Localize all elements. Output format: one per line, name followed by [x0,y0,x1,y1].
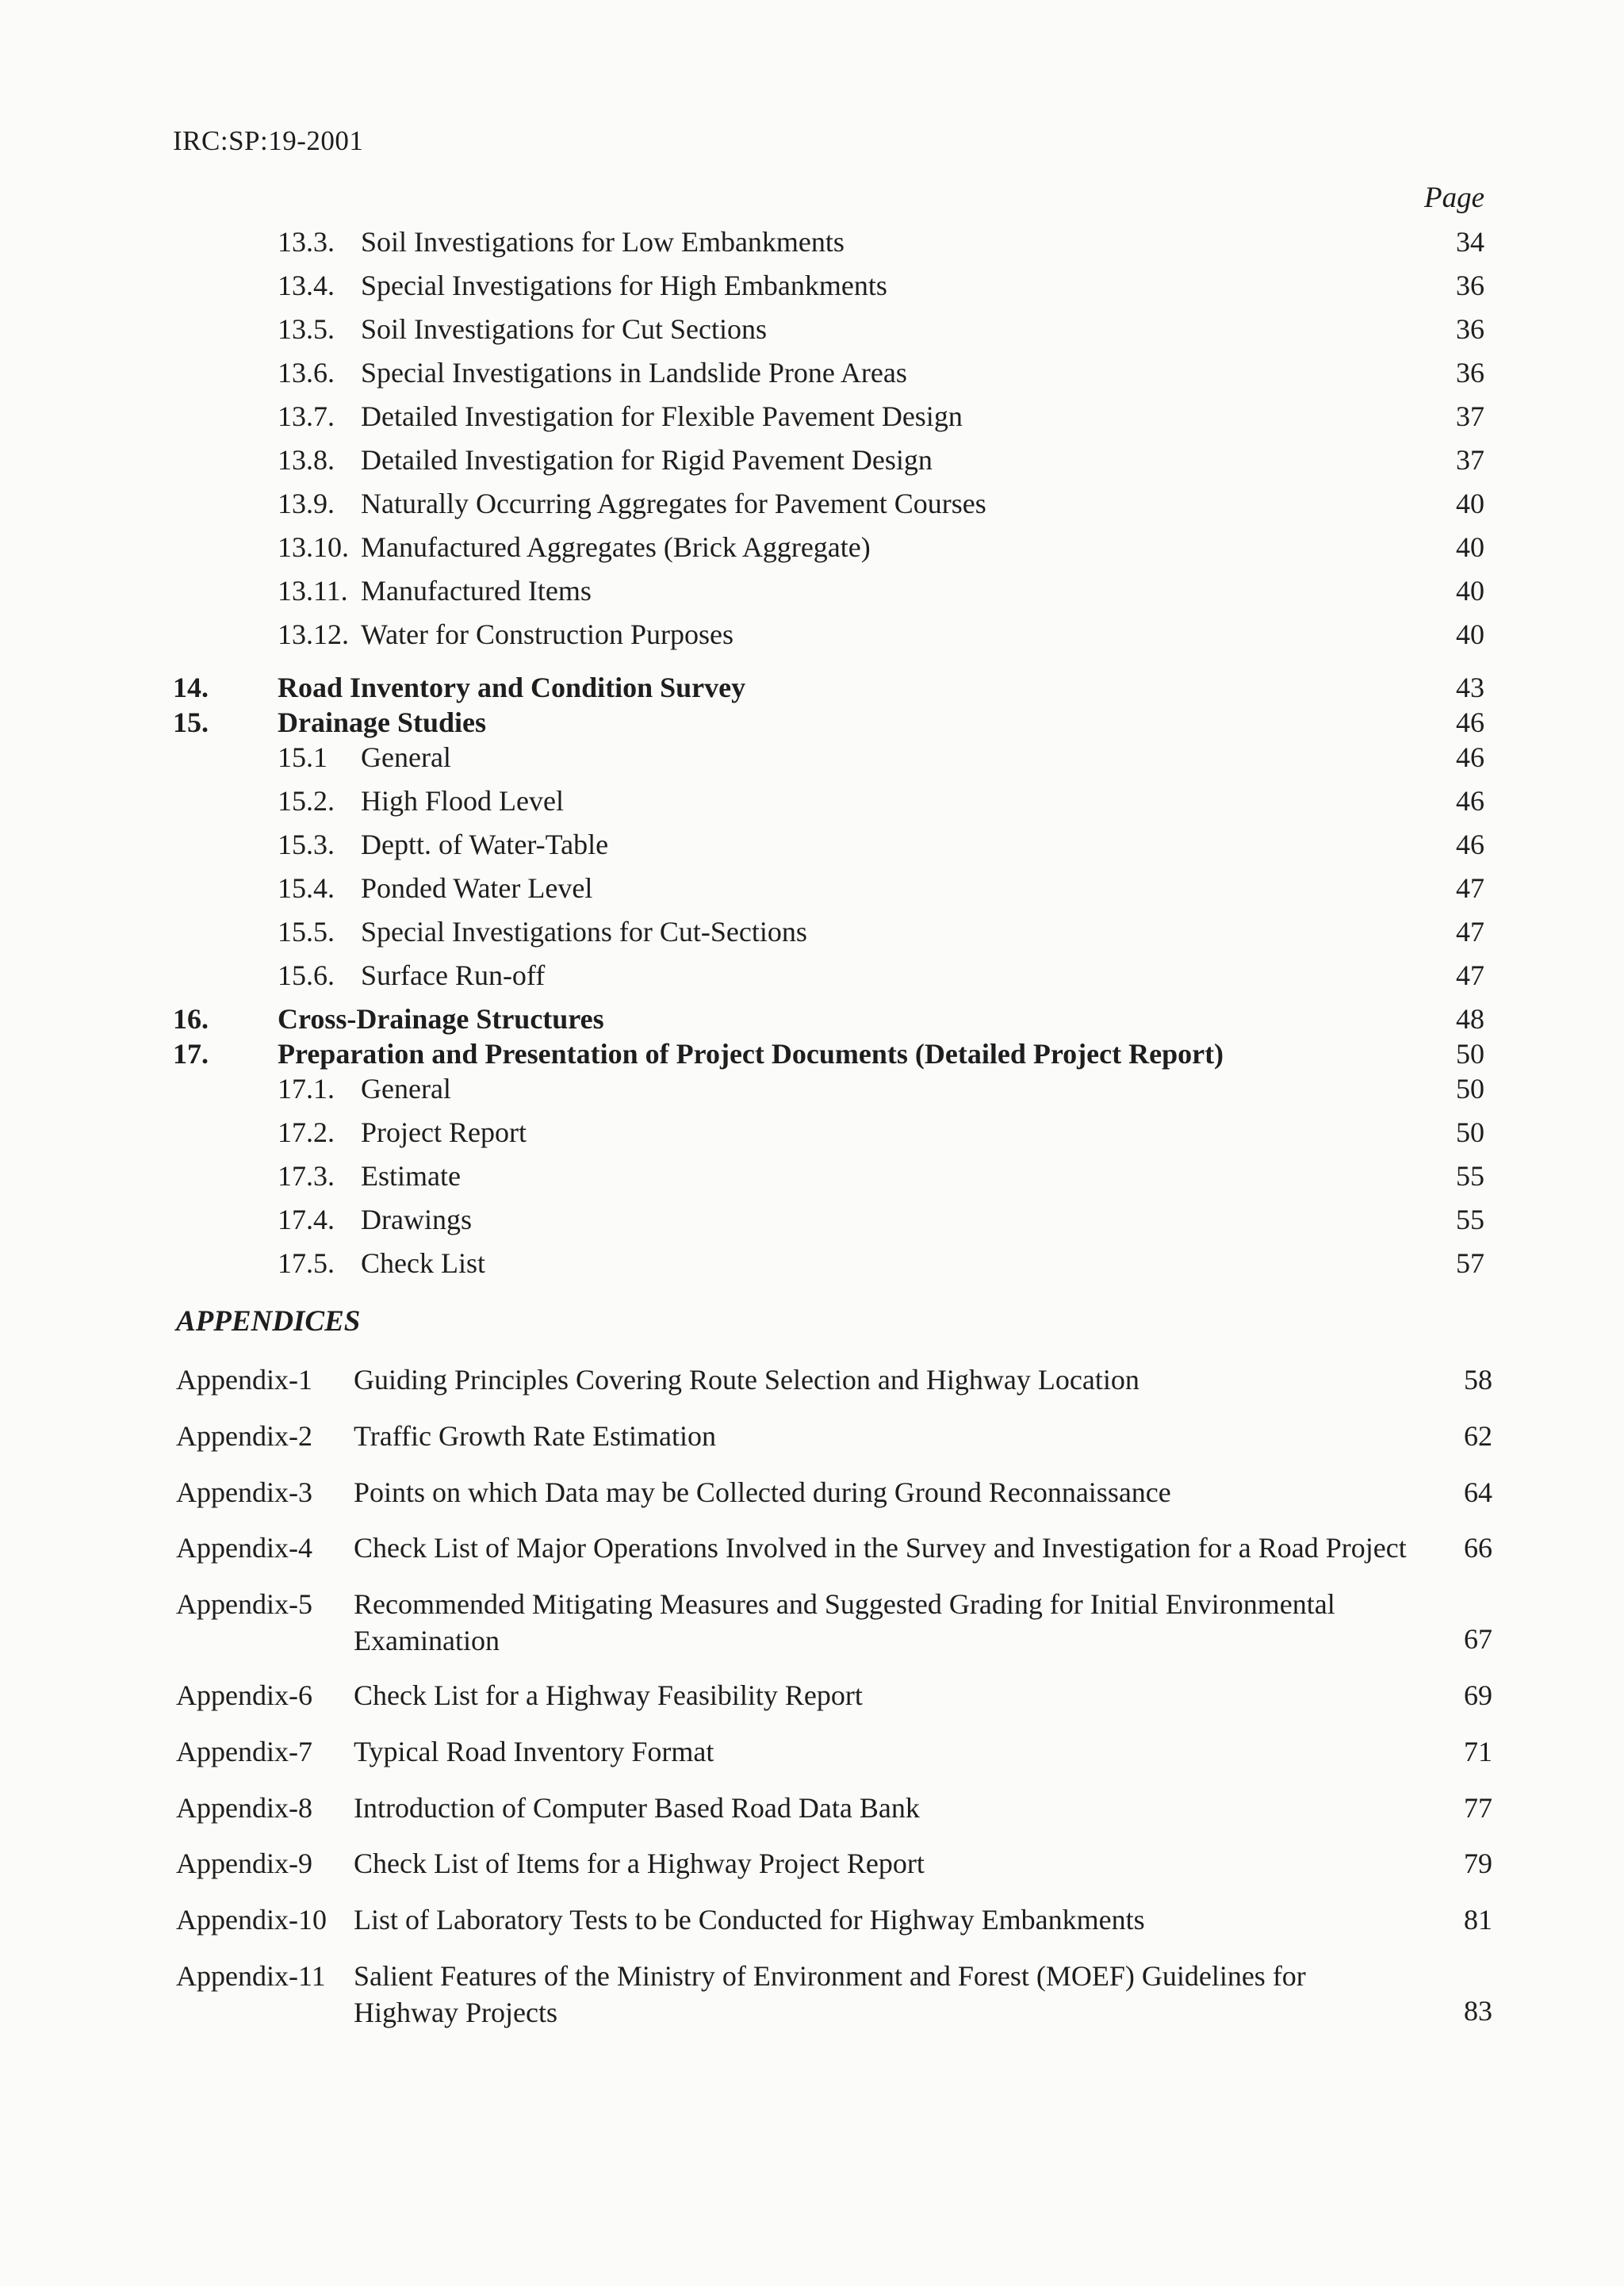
toc-entry[interactable] [0,957,1484,994]
toc-entry[interactable] [0,442,1484,478]
appendix-page: 81 [1464,1904,1492,1936]
toc-main-entry[interactable] [0,704,1484,741]
toc-entry[interactable] [0,572,1484,609]
entry-number: 15.5. [278,916,335,948]
toc-entry[interactable] [0,398,1484,435]
document-header: IRC:SP:19-2001 [173,125,364,156]
toc-entry[interactable] [0,1245,1484,1281]
entry-title: Special Investigations for High Embankments [361,270,887,301]
toc-entry[interactable] [0,267,1484,304]
appendix-title: Check List for a Highway Feasibility Report [354,1679,863,1711]
entry-number: 17.2. [278,1116,335,1148]
appendix-title: Salient Features of the Ministry of Environment and Forest (MOEF) Guidelines for Highway Projects [354,1960,1306,2028]
entry-number: 13.12. [278,618,349,650]
entry-number: 13.8. [278,444,335,476]
appendix-title: Introduction of Computer Based Road Data Bank [354,1792,920,1824]
appendix-title: List of Laboratory Tests to be Conducted for Highway Embankments [354,1904,1145,1936]
entry-title: Drainage Studies [278,706,487,738]
entry-title: Preparation and Presentation of Project Documents (Detailed Project Report) [278,1038,1224,1070]
entry-page: 46 [1456,829,1484,860]
appendix-page: 79 [1464,1848,1492,1879]
entry-page: 48 [1456,1003,1484,1035]
entry-title: Manufactured Aggregates (Brick Aggregate) [361,531,871,563]
appendix-entry[interactable] [176,1474,1492,1511]
toc-entry[interactable] [0,529,1484,565]
appendix-label: Appendix-11 [176,1960,326,1992]
appendix-entry[interactable] [176,1677,1492,1714]
entry-number: 17.1. [278,1073,335,1105]
entry-page: 47 [1456,916,1484,948]
entry-title: Project Report [361,1116,527,1148]
entry-title: Deptt. of Water-Table [361,829,609,860]
entry-page: 36 [1456,270,1484,301]
appendix-page: 58 [1464,1364,1492,1396]
appendix-page: 69 [1464,1679,1492,1711]
appendix-entry[interactable] [176,1901,1492,1938]
entry-number: 13.11. [278,575,348,607]
toc-entry[interactable] [0,870,1484,906]
appendix-entry[interactable] [176,1790,1492,1826]
appendix-title: Guiding Principles Covering Route Selection and Highway Location [354,1364,1139,1396]
toc-entry[interactable] [0,485,1484,522]
appendix-title: Recommended Mitigating Measures and Suggested Grading for Initial Environmental Examination [354,1588,1335,1656]
entry-page: 46 [1456,785,1484,817]
entry-title: Soil Investigations for Low Embankments [361,226,845,258]
entry-page: 37 [1456,444,1484,476]
page-column-label: Page [1424,182,1485,214]
appendix-entry[interactable] [176,1361,1492,1398]
toc-entry[interactable] [0,1070,1484,1107]
appendix-entry[interactable] [176,1733,1492,1770]
entry-number: 15. [173,706,209,738]
entry-title: Estimate [361,1160,461,1192]
toc-entry[interactable] [0,311,1484,347]
appendix-entry[interactable] [176,1418,1492,1454]
toc-main-entry[interactable] [0,1001,1484,1037]
toc-entry[interactable] [0,224,1484,260]
entry-page: 37 [1456,400,1484,432]
toc-entry[interactable] [0,354,1484,391]
appendix-entry[interactable] [176,1845,1492,1882]
entry-title: Road Inventory and Condition Survey [278,672,746,703]
appendix-title: Traffic Growth Rate Estimation [354,1420,716,1452]
entry-title: General [361,741,451,773]
entry-page: 46 [1456,741,1484,773]
entry-number: 15.6. [278,959,335,991]
appendix-label: Appendix-5 [176,1588,312,1620]
entry-page: 55 [1456,1204,1484,1235]
appendix-label: Appendix-2 [176,1420,312,1452]
appendix-label: Appendix-3 [176,1476,312,1508]
appendix-label: Appendix-8 [176,1792,312,1824]
entry-page: 40 [1456,575,1484,607]
entry-page: 36 [1456,313,1484,345]
entry-title: Special Investigations in Landslide Prone Areas [361,357,907,389]
toc-entry[interactable] [0,783,1484,819]
entry-title: General [361,1073,451,1105]
appendix-page: 71 [1464,1736,1492,1767]
entry-number: 13.4. [278,270,335,301]
entry-page: 47 [1456,872,1484,904]
appendices-heading: APPENDICES [176,1305,361,1338]
appendix-page: 64 [1464,1476,1492,1508]
entry-number: 13.5. [278,313,335,345]
entry-page: 50 [1456,1116,1484,1148]
appendix-page: 83 [1464,1995,1492,2027]
entry-number: 13.9. [278,488,335,519]
entry-title: Detailed Investigation for Rigid Pavement Design [361,444,933,476]
appendix-title: Check List of Items for a Highway Project Report [354,1848,925,1879]
entry-number: 14. [173,672,209,703]
entry-number: 13.3. [278,226,335,258]
entry-number: 13.10. [278,531,349,563]
toc-entry[interactable] [0,913,1484,950]
entry-title: Detailed Investigation for Flexible Pavement Design [361,400,963,432]
entry-number: 15.3. [278,829,335,860]
appendix-label: Appendix-6 [176,1679,312,1711]
appendix-page: 66 [1464,1532,1492,1564]
appendix-entry[interactable] [176,1958,1492,2031]
entry-title: Cross-Drainage Structures [278,1003,604,1035]
entry-page: 47 [1456,959,1484,991]
entry-number: 17.5. [278,1247,335,1279]
entry-number: 16. [173,1003,209,1035]
entry-number: 13.6. [278,357,335,389]
appendix-label: Appendix-1 [176,1364,312,1396]
toc-entry[interactable] [0,826,1484,863]
appendix-entry[interactable] [176,1530,1492,1566]
entry-title: Special Investigations for Cut-Sections [361,916,807,948]
entry-page: 50 [1456,1038,1484,1070]
entry-title: Surface Run-off [361,959,546,991]
appendix-page: 77 [1464,1792,1492,1824]
toc-entry[interactable] [0,739,1484,775]
entry-number: 15.1 [278,741,327,773]
entry-page: 40 [1456,531,1484,563]
toc-main-entry[interactable] [0,669,1484,706]
toc-main-entry[interactable] [0,1036,1484,1072]
entry-number: 15.4. [278,872,335,904]
entry-page: 43 [1456,672,1484,703]
toc-entry[interactable] [0,616,1484,653]
entry-page: 57 [1456,1247,1484,1279]
entry-page: 55 [1456,1160,1484,1192]
toc-entry[interactable] [0,1114,1484,1151]
entry-title: Drawings [361,1204,472,1235]
entry-page: 46 [1456,706,1484,738]
entry-number: 17. [173,1038,209,1070]
appendix-title: Points on which Data may be Collected during Ground Reconnaissance [354,1476,1171,1508]
appendix-entry[interactable] [176,1586,1492,1659]
entry-title: Manufactured Items [361,575,592,607]
toc-entry[interactable] [0,1201,1484,1238]
appendix-label: Appendix-4 [176,1532,312,1564]
entry-page: 40 [1456,488,1484,519]
appendix-page: 67 [1464,1623,1492,1655]
appendix-title: Check List of Major Operations Involved in the Survey and Investigation for a Road Project [354,1532,1407,1564]
entry-title: Soil Investigations for Cut Sections [361,313,767,345]
entry-title: Ponded Water Level [361,872,593,904]
entry-title: High Flood Level [361,785,564,817]
appendix-page: 62 [1464,1420,1492,1452]
entry-page: 36 [1456,357,1484,389]
entry-page: 34 [1456,226,1484,258]
entry-title: Water for Construction Purposes [361,618,734,650]
appendix-title: Typical Road Inventory Format [354,1736,714,1767]
toc-entry[interactable] [0,1158,1484,1194]
entry-number: 17.4. [278,1204,335,1235]
appendix-label: Appendix-7 [176,1736,312,1767]
appendix-label: Appendix-10 [176,1904,327,1936]
entry-title: Naturally Occurring Aggregates for Pavement Courses [361,488,986,519]
entry-number: 17.3. [278,1160,335,1192]
entry-title: Check List [361,1247,485,1279]
entry-page: 40 [1456,618,1484,650]
appendix-label: Appendix-9 [176,1848,312,1879]
entry-number: 15.2. [278,785,335,817]
entry-page: 50 [1456,1073,1484,1105]
entry-number: 13.7. [278,400,335,432]
